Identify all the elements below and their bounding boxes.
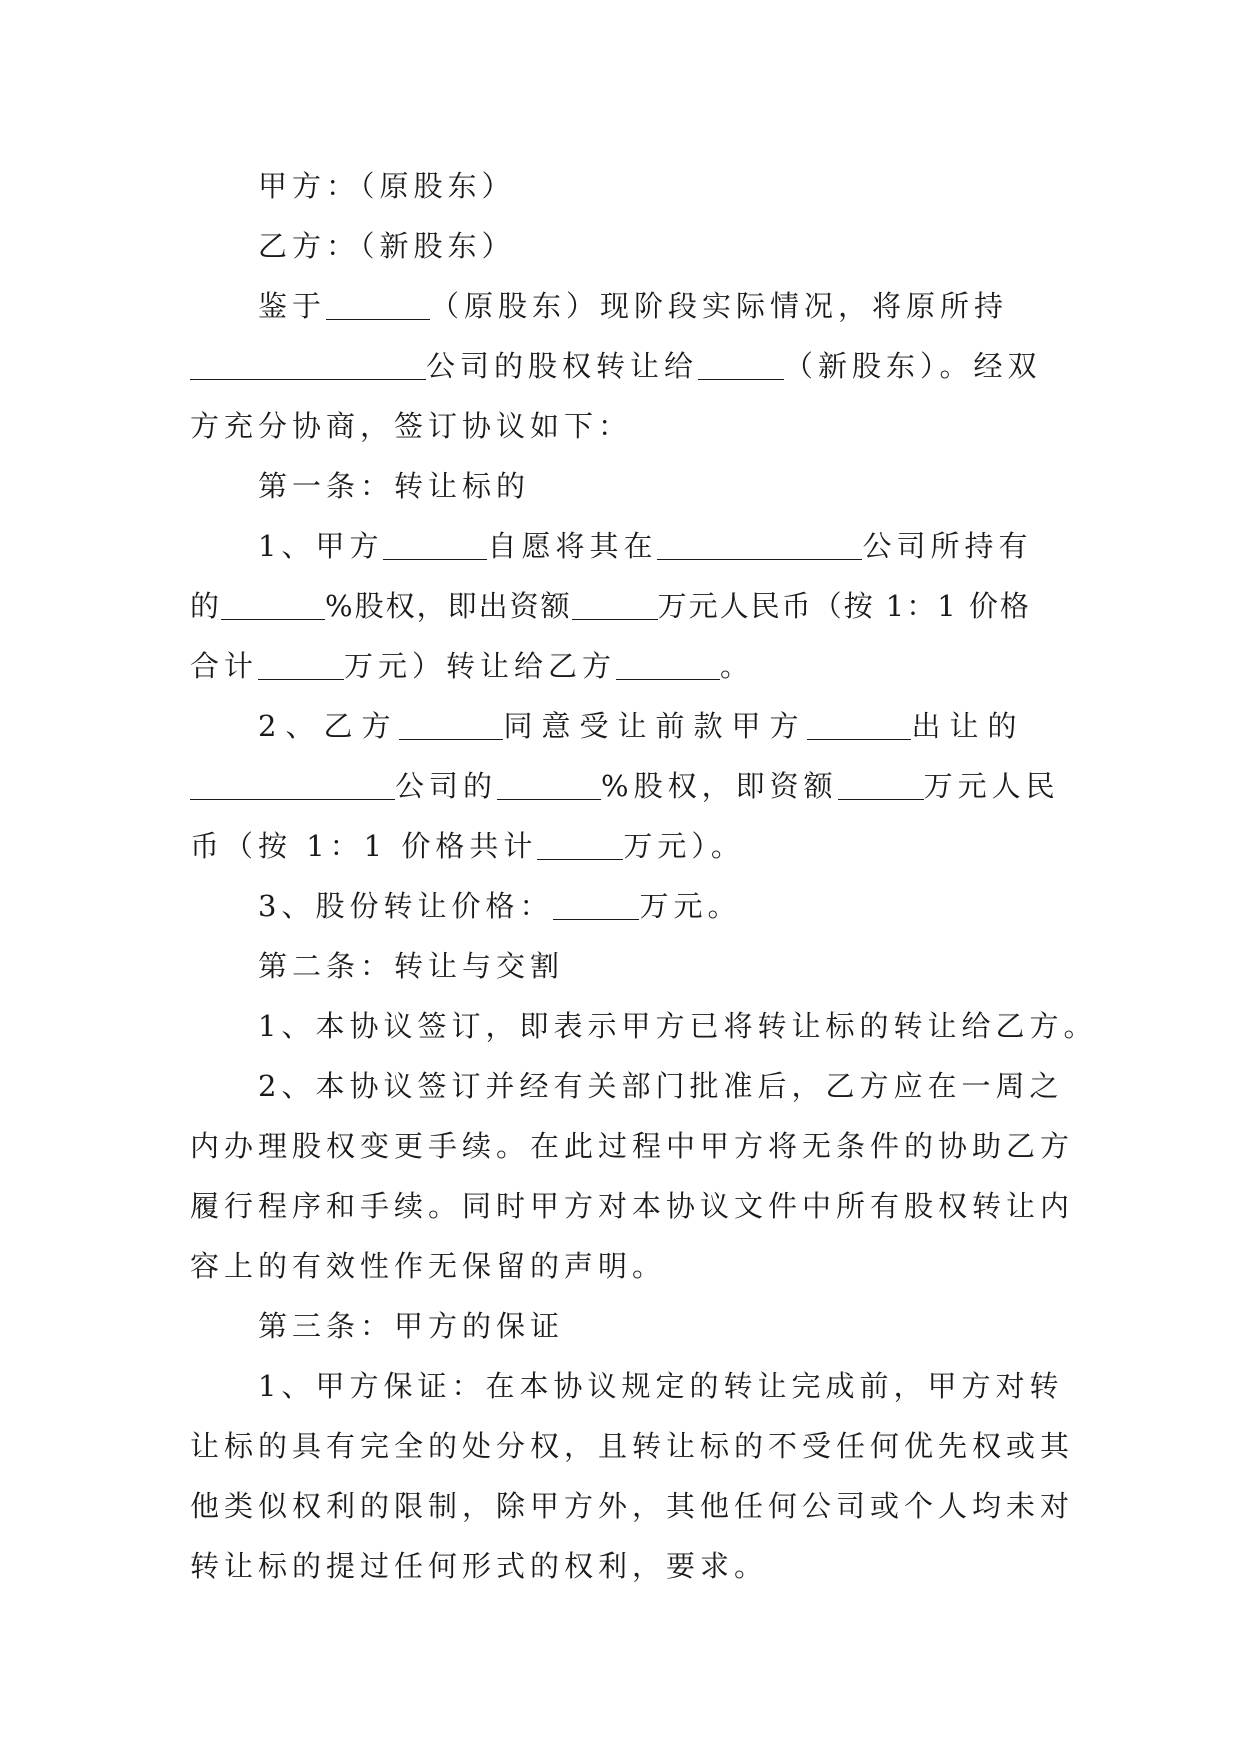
article-1-clause-2-line-3 [190, 816, 1052, 876]
clause-text: 万元）。 [623, 829, 745, 863]
clause-text: 1、本协议签订，即表示甲方已将转让标的转让给乙方。 [258, 1009, 1098, 1043]
clause-text: 内办理股权变更手续。在此过程中甲方将无条件的协助乙方 [190, 1129, 1075, 1163]
article-1-clause-2-line-1 [190, 696, 1052, 756]
clause-text: 出让的 [911, 709, 1026, 743]
recital-text: （新股东）。经双 [784, 349, 1042, 383]
article-heading: 第一条：转让标的 [258, 469, 531, 503]
equity-percent-blank [497, 765, 601, 800]
party-b-text: 乙方：（新股东） [258, 229, 516, 263]
article-3-clause-1-line-2 [190, 1416, 1075, 1476]
clause-text: 的 [190, 589, 222, 623]
clause-text: 万元人民币（按 1：1 价格 [657, 589, 1031, 623]
recital-text: 方充分协商，签订协议如下： [190, 409, 633, 443]
party-a-text: 甲方：（原股东） [258, 169, 516, 203]
party-a-name-blank [807, 705, 911, 740]
total-amount-blank [537, 825, 623, 860]
clause-text: 同意受让前款甲方 [503, 709, 808, 743]
clause-text: 3、股份转让价格： [258, 889, 554, 923]
party-a-name-blank [383, 525, 487, 560]
clause-text: 合计 [190, 649, 259, 683]
clause-text: 履行程序和手续。同时甲方对本协议文件中所有股权转让内 [190, 1189, 1075, 1223]
original-shareholder-blank [326, 285, 430, 320]
recital-text: （原股东）现阶段实际情况，将原所持 [430, 289, 1009, 323]
clause-text: 他类似权利的限制，除甲方外，其他任何公司或个人均未对 [190, 1489, 1075, 1523]
article-2-clause-1 [190, 996, 1098, 1056]
article-1-clause-2-line-2 [190, 756, 1060, 816]
clause-text: 万元人民 [923, 769, 1060, 803]
article-2-title [190, 936, 1052, 996]
clause-text: 让标的具有完全的处分权，且转让标的不受任何优先权或其 [190, 1429, 1075, 1463]
clause-text: 公司所持有 [862, 529, 1033, 563]
recital-text: 公司的股权转让给 [426, 349, 699, 383]
party-b-name-blank [616, 645, 720, 680]
article-3-title [190, 1296, 1052, 1356]
company-name-blank [190, 345, 426, 380]
recital-line-1 [190, 276, 1052, 336]
company-name-blank [190, 765, 395, 800]
article-1-clause-3 [190, 876, 1052, 936]
clause-text: %股权，即出资额 [325, 589, 572, 623]
article-1-title [190, 456, 1052, 516]
new-shareholder-blank [698, 345, 784, 380]
capital-amount-blank [838, 765, 924, 800]
clause-text: 币（按 1：1 价格共计 [190, 829, 538, 863]
clause-text: 万元）转让给乙方 [344, 649, 617, 683]
recital-text: 鉴于 [258, 289, 327, 323]
article-heading: 第二条：转让与交割 [258, 949, 565, 983]
article-3-clause-1-line-1 [190, 1356, 1064, 1416]
capital-amount-blank [572, 585, 658, 620]
clause-text: 容上的有效性作无保留的声明。 [190, 1249, 667, 1283]
article-3-clause-1-line-3 [190, 1476, 1075, 1536]
clause-text: 2、本协议签订并经有关部门批准后，乙方应在一周之 [258, 1069, 1064, 1103]
agreement-page [190, 156, 1098, 1596]
clause-text: 1、甲方 [258, 529, 384, 563]
clause-text: 1、甲方保证：在本协议规定的转让完成前，甲方对转 [258, 1369, 1064, 1403]
article-2-clause-2-line-1 [190, 1056, 1064, 1116]
article-1-clause-1-line-2 [190, 576, 1052, 636]
clause-text: 。 [720, 649, 755, 683]
clause-text: 转让标的提过任何形式的权利，要求。 [190, 1549, 769, 1583]
clause-text: 万元。 [639, 889, 742, 923]
party-b-name-blank [399, 705, 503, 740]
recital-line-2 [190, 336, 1052, 396]
company-name-blank [657, 525, 862, 560]
party-a-line [190, 156, 1052, 216]
recital-line-3 [190, 396, 1052, 456]
equity-percent-blank [221, 585, 325, 620]
article-1-clause-1-line-3 [190, 636, 1052, 696]
clause-text: 2、乙方 [258, 709, 400, 743]
article-2-clause-2-line-4 [190, 1236, 1052, 1296]
clause-text: %股权，即资额 [601, 769, 838, 803]
article-3-clause-1-line-4 [190, 1536, 1052, 1596]
clause-text: 自愿将其在 [487, 529, 658, 563]
total-amount-blank [258, 645, 344, 680]
article-2-clause-2-line-3 [190, 1176, 1075, 1236]
clause-text: 公司的 [395, 769, 498, 803]
article-2-clause-2-line-2 [190, 1116, 1075, 1176]
article-1-clause-1-line-1 [190, 516, 1052, 576]
transfer-price-blank [553, 885, 639, 920]
party-b-line [190, 216, 1052, 276]
article-heading: 第三条：甲方的保证 [258, 1309, 565, 1343]
